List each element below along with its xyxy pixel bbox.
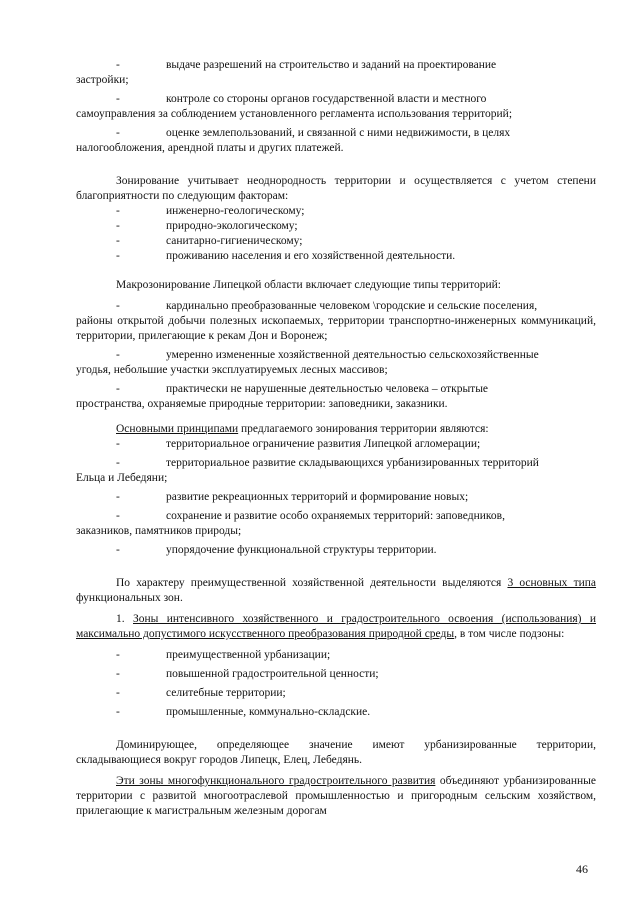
dominant-paragraph: Доминирующее, определяющее значение имеют урбанизированные территории, складывающиеся вокруг городов Липецк, Елец, Лебедянь. [76, 739, 596, 766]
zoning-intro: Зонирование учитывает неоднородность территории и осуществляется с учетом степени благоприятности по следующим факторам: [76, 175, 596, 202]
zone-types-text: По характеру преимущественной хозяйственной деятельности выделяются [116, 577, 508, 589]
list-item [76, 249, 596, 264]
macro-list [76, 299, 596, 412]
list-item [76, 509, 596, 539]
bullet-dash: - [116, 235, 120, 247]
list-item [76, 437, 596, 452]
list-item-continuation: угодья, небольшие участки эксплуатируемых лесных массивов; [76, 364, 388, 376]
list-item [76, 219, 596, 234]
list-item-text: территориальное ограничение развития Липецкой агломерации; [166, 438, 481, 450]
bullet-dash: - [116, 59, 120, 71]
list-item [76, 456, 596, 486]
zone1-number: 1. [116, 613, 133, 625]
list-item-text: развитие рекреационных территорий и формирование новых; [166, 491, 469, 503]
list-item [76, 92, 596, 122]
list-item-text: контроле со стороны органов государственной власти и местного [166, 93, 487, 105]
list-item-text: умеренно измененные хозяйственной деятельностью сельскохозяйственные [166, 349, 539, 361]
subzones-list [76, 648, 596, 720]
list-item-text: упорядочение функциональной структуры территории. [166, 544, 437, 556]
macro-intro: Макрозонирование Липецкой области включает следующие типы территорий: [116, 279, 501, 291]
zone-types-paragraph [76, 576, 596, 606]
list-item-text: инженерно-геологическому; [166, 205, 305, 217]
bullet-dash: - [116, 668, 120, 680]
list-item [76, 234, 596, 249]
page-number: 46 [576, 862, 588, 876]
principles-underlined: Основными принципами [116, 423, 239, 435]
bullet-dash: - [116, 93, 120, 105]
zone1-paragraph [76, 612, 596, 642]
list-item-text: природно-экологическому; [166, 220, 298, 232]
bullet-dash: - [116, 510, 120, 522]
bullet-dash: - [116, 491, 120, 503]
list-item-text: территориальное развитие складывающихся урбанизированных территорий [166, 457, 539, 469]
list-item-continuation: заказников, памятников природы; [76, 525, 242, 537]
list-item-text: селитебные территории; [166, 687, 286, 699]
factors-list [76, 204, 596, 264]
list-item-continuation: самоуправления за соблюдением установленного регламента использования территорий; [76, 108, 513, 120]
list-item-continuation: Ельца и Лебедяни; [76, 472, 168, 484]
principles-intro-rest: предлагаемого зонирования территории являются: [238, 423, 489, 435]
bullet-dash: - [116, 687, 120, 699]
bullet-dash: - [116, 349, 120, 361]
bullet-dash: - [116, 457, 120, 469]
list-item [76, 204, 596, 219]
list-item [76, 382, 596, 412]
bullet-dash: - [116, 220, 120, 232]
list-item [76, 686, 596, 701]
bullet-dash: - [116, 706, 120, 718]
list-item [76, 543, 596, 558]
list-item [76, 126, 596, 156]
principles-list [76, 437, 596, 558]
list-item-text: преимущественной урбанизации; [166, 649, 331, 661]
top-list [76, 58, 596, 156]
list-item-continuation: районы открытой добычи полезных ископаемых, территории транспортно-инженерных коммуникаций, территории, прилегающие к рекам Дон и Воронеж; [76, 315, 596, 342]
list-item-continuation: налогообложения, арендной платы и других платежей. [76, 142, 344, 154]
list-item [76, 490, 596, 505]
multifunctional-zones-paragraph [76, 774, 596, 819]
bullet-dash: - [116, 300, 120, 312]
list-item-text: практически не нарушенные деятельностью человека – открытые [166, 383, 489, 395]
zone1-title: Зоны интенсивного хозяйственного и градостроительного освоения (использования) и максимально допустимого искусственного преобразования природной среды [76, 613, 597, 640]
list-item-continuation: пространства, охраняемые природные территории: заповедники, заказники. [76, 398, 448, 410]
multifunctional-zones-text: объединяют урбанизированные территории с развитой многоотраслевой промышленностью и пригородным сельским хозяйством, прилегающие к магистральным железным дорогам [76, 775, 596, 817]
document-page [76, 58, 596, 819]
list-item-text: промышленные, коммунально-складские. [166, 706, 371, 718]
list-item [76, 58, 596, 88]
bullet-dash: - [116, 127, 120, 139]
list-item-continuation: застройки; [76, 74, 129, 86]
zone-types-text-end: функциональных зон. [76, 592, 183, 604]
list-item [76, 299, 596, 344]
list-item-text: выдаче разрешений на строительство и заданий на проектирование [166, 59, 497, 71]
list-item-text: санитарно-гигиеническому; [166, 235, 303, 247]
list-item-text: повышенной градостроительной ценности; [166, 668, 379, 680]
list-item-text: оценке землепользований, и связанной с ними недвижимости, в целях [166, 127, 511, 139]
bullet-dash: - [116, 250, 120, 262]
list-item-text: сохранение и развитие особо охраняемых территорий: заповедников, [166, 510, 505, 522]
bullet-dash: - [116, 438, 120, 450]
zone1-rest: , в том числе подзоны: [454, 628, 565, 640]
principles-intro [76, 422, 596, 437]
list-item [76, 705, 596, 720]
list-item-text: проживанию населения и его хозяйственной деятельности. [166, 250, 456, 262]
bullet-dash: - [116, 649, 120, 661]
bullet-dash: - [116, 205, 120, 217]
bullet-dash: - [116, 544, 120, 556]
multifunctional-zones-title: Эти зоны многофункционального градостроительного развития [116, 775, 436, 787]
list-item [76, 348, 596, 378]
list-item-text: кардинально преобразованные человеком \городские и сельские поселения, [166, 300, 538, 312]
zone-types-underlined: 3 основных типа [507, 577, 597, 589]
list-item [76, 648, 596, 663]
list-item [76, 667, 596, 682]
bullet-dash: - [116, 383, 120, 395]
